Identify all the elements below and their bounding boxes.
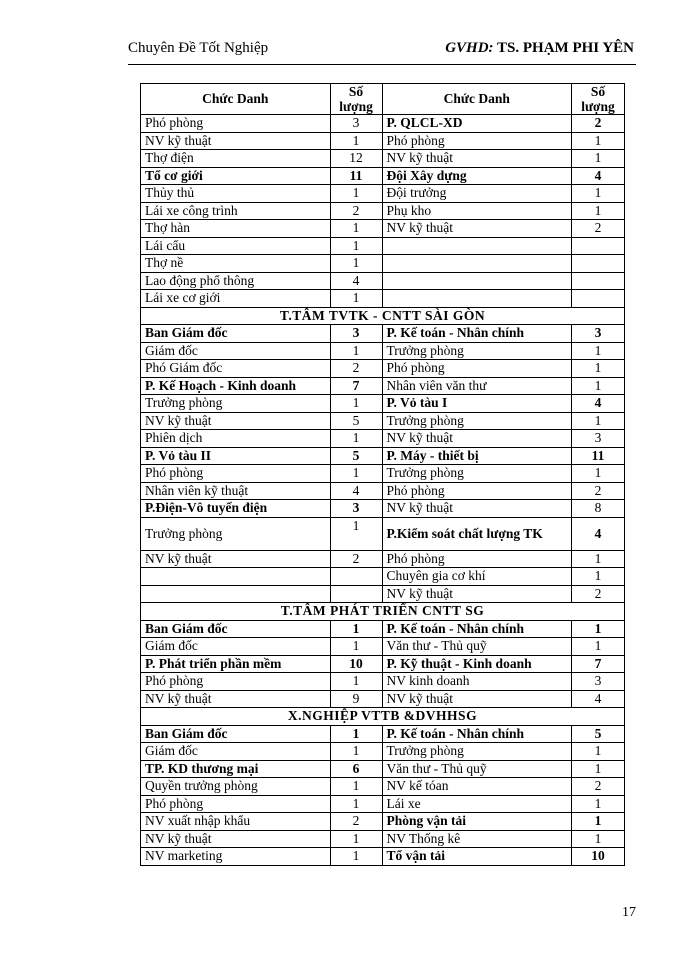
position-cell xyxy=(382,290,571,308)
position-cell: Phiên dịch xyxy=(141,430,331,448)
count-cell: 5 xyxy=(330,412,382,430)
count-cell: 2 xyxy=(330,813,382,831)
position-cell: Ban Giám đốc xyxy=(141,725,331,743)
count-cell xyxy=(330,568,382,586)
position-cell: Phó phòng xyxy=(382,482,571,500)
count-cell: 1 xyxy=(572,377,625,395)
count-cell: 12 xyxy=(330,150,382,168)
count-cell: 1 xyxy=(330,830,382,848)
position-cell xyxy=(141,585,331,603)
position-cell: Văn thư - Thủ quỹ xyxy=(382,760,571,778)
count-cell: 1 xyxy=(572,830,625,848)
position-cell: P. Vỏ tàu II xyxy=(141,447,331,465)
position-cell: Chuyên gia cơ khí xyxy=(382,568,571,586)
count-cell: 4 xyxy=(572,690,625,708)
table-row xyxy=(141,778,625,796)
position-cell: Phó phòng xyxy=(141,115,331,133)
position-cell xyxy=(382,272,571,290)
count-cell: 1 xyxy=(330,255,382,273)
table-row xyxy=(141,482,625,500)
position-cell: P.Điện-Vô tuyến điện xyxy=(141,500,331,518)
table-row xyxy=(141,795,625,813)
position-cell: Phó phòng xyxy=(382,132,571,150)
table-row xyxy=(141,568,625,586)
count-cell: 1 xyxy=(330,638,382,656)
count-cell: 1 xyxy=(572,760,625,778)
position-cell: Phòng vận tải xyxy=(382,813,571,831)
count-cell: 2 xyxy=(330,202,382,220)
position-cell: Phó phòng xyxy=(141,465,331,483)
count-cell: 3 xyxy=(330,325,382,343)
count-cell: 1 xyxy=(572,412,625,430)
table-row xyxy=(141,412,625,430)
count-cell xyxy=(572,272,625,290)
position-cell: NV kỹ thuật xyxy=(141,830,331,848)
position-cell: NV kinh doanh xyxy=(382,673,571,691)
position-cell: Nhân viên văn thư xyxy=(382,377,571,395)
count-cell: 4 xyxy=(572,517,625,550)
table-row xyxy=(141,132,625,150)
position-cell: NV kỹ thuật xyxy=(141,690,331,708)
count-cell: 4 xyxy=(330,272,382,290)
position-cell: NV Thống kê xyxy=(382,830,571,848)
position-cell: Quyền trưởng phòng xyxy=(141,778,331,796)
count-cell: 1 xyxy=(330,395,382,413)
position-cell: Giám đốc xyxy=(141,743,331,761)
count-cell: 11 xyxy=(330,167,382,185)
table-row xyxy=(141,638,625,656)
table-row xyxy=(141,115,625,133)
count-cell: 4 xyxy=(572,167,625,185)
count-cell: 1 xyxy=(572,132,625,150)
table-row xyxy=(141,430,625,448)
count-cell: 1 xyxy=(572,360,625,378)
position-cell: P.Kiểm soát chất lượng TK xyxy=(382,517,571,550)
count-cell: 1 xyxy=(572,185,625,203)
count-cell: 1 xyxy=(572,150,625,168)
position-cell: Giám đốc xyxy=(141,342,331,360)
count-cell: 1 xyxy=(572,638,625,656)
count-cell: 1 xyxy=(572,568,625,586)
position-cell: NV xuất nhập khẩu xyxy=(141,813,331,831)
count-cell: 5 xyxy=(572,725,625,743)
table-row xyxy=(141,377,625,395)
position-cell: Lái cẩu xyxy=(141,237,331,255)
count-cell: 1 xyxy=(330,342,382,360)
position-cell: NV kỹ thuật xyxy=(141,412,331,430)
position-cell: Phó phòng xyxy=(141,673,331,691)
count-cell: 1 xyxy=(330,132,382,150)
position-cell: Trưởng phòng xyxy=(382,412,571,430)
table-row xyxy=(141,167,625,185)
position-cell: P. QLCL-XD xyxy=(382,115,571,133)
count-cell: 2 xyxy=(572,115,625,133)
position-cell: P. Máy - thiết bị xyxy=(382,447,571,465)
table-row xyxy=(141,550,625,568)
table-row xyxy=(141,655,625,673)
count-cell: 1 xyxy=(330,237,382,255)
count-cell: 2 xyxy=(330,360,382,378)
table-row xyxy=(141,185,625,203)
position-cell: NV kỹ thuật xyxy=(382,500,571,518)
position-cell: Đội Xây dựng xyxy=(382,167,571,185)
position-cell: Văn thư - Thủ quỹ xyxy=(382,638,571,656)
table-row xyxy=(141,325,625,343)
count-cell: 3 xyxy=(572,325,625,343)
position-cell: Lái xe công trình xyxy=(141,202,331,220)
advisor-label: GVHD: xyxy=(445,40,494,56)
count-cell: 3 xyxy=(330,115,382,133)
table-row xyxy=(141,220,625,238)
position-cell: NV kỹ thuật xyxy=(382,690,571,708)
count-cell xyxy=(572,237,625,255)
section-title: T.TÂM PHÁT TRIỂN CNTT SG xyxy=(141,603,625,621)
table-row xyxy=(141,585,625,603)
position-cell: Thợ nề xyxy=(141,255,331,273)
count-cell: 2 xyxy=(572,585,625,603)
table-row xyxy=(141,620,625,638)
position-cell: Phụ kho xyxy=(382,202,571,220)
count-cell: 1 xyxy=(330,778,382,796)
table-row xyxy=(141,760,625,778)
table-row xyxy=(141,725,625,743)
table-row xyxy=(141,150,625,168)
table-row xyxy=(141,395,625,413)
count-cell: 1 xyxy=(572,550,625,568)
count-cell: 3 xyxy=(330,500,382,518)
position-cell: NV kỹ thuật xyxy=(141,550,331,568)
count-cell: 1 xyxy=(572,465,625,483)
table-row xyxy=(141,465,625,483)
count-cell: 6 xyxy=(330,760,382,778)
position-cell: P. Kế toán - Nhân chính xyxy=(382,620,571,638)
count-cell: 11 xyxy=(572,447,625,465)
count-cell: 1 xyxy=(330,465,382,483)
count-cell: 1 xyxy=(330,185,382,203)
table-row xyxy=(141,743,625,761)
position-cell: Trưởng phòng xyxy=(382,743,571,761)
position-cell: TP. KD thương mại xyxy=(141,760,331,778)
count-cell: 4 xyxy=(330,482,382,500)
position-cell: Thủy thủ xyxy=(141,185,331,203)
count-cell: 3 xyxy=(572,673,625,691)
count-cell: 1 xyxy=(330,220,382,238)
section-row xyxy=(141,708,625,726)
position-cell: Phó Giám đốc xyxy=(141,360,331,378)
position-cell: Trưởng phòng xyxy=(141,395,331,413)
count-cell: 2 xyxy=(572,220,625,238)
header-title: Chuyên Đề Tốt Nghiệp xyxy=(128,40,269,56)
table-row xyxy=(141,255,625,273)
position-cell: NV kỹ thuật xyxy=(141,132,331,150)
position-cell: Phó phòng xyxy=(382,360,571,378)
position-cell: NV kỹ thuật xyxy=(382,150,571,168)
position-cell: Ban Giám đốc xyxy=(141,620,331,638)
position-cell: NV kỹ thuật xyxy=(382,220,571,238)
position-cell: Thợ điện xyxy=(141,150,331,168)
section-title: X.NGHIỆP VTTB &DVHHSG xyxy=(141,708,625,726)
position-cell: Trưởng phòng xyxy=(382,465,571,483)
count-cell: 8 xyxy=(572,500,625,518)
table-row xyxy=(141,500,625,518)
count-cell: 2 xyxy=(572,482,625,500)
count-cell: 1 xyxy=(572,620,625,638)
count-cell: 2 xyxy=(572,778,625,796)
position-cell xyxy=(382,237,571,255)
count-cell: 10 xyxy=(330,655,382,673)
position-cell: Giám đốc xyxy=(141,638,331,656)
count-cell: 7 xyxy=(330,377,382,395)
table-row xyxy=(141,272,625,290)
table-header-row xyxy=(141,84,625,115)
table-row xyxy=(141,202,625,220)
table-row xyxy=(141,360,625,378)
position-cell: Tổ vận tải xyxy=(382,848,571,866)
position-cell: NV kỹ thuật xyxy=(382,585,571,603)
advisor-name: TS. PHẠM PHI YÊN xyxy=(497,40,634,56)
count-cell: 1 xyxy=(330,743,382,761)
position-cell xyxy=(382,255,571,273)
count-cell: 9 xyxy=(330,690,382,708)
count-cell: 1 xyxy=(330,795,382,813)
position-cell: Tổ cơ giới xyxy=(141,167,331,185)
table-row xyxy=(141,813,625,831)
table-row xyxy=(141,848,625,866)
count-cell: 1 xyxy=(330,848,382,866)
position-cell: P. Kế toán - Nhân chính xyxy=(382,325,571,343)
count-cell: 1 xyxy=(330,517,382,550)
count-cell: 1 xyxy=(572,795,625,813)
count-cell: 1 xyxy=(330,725,382,743)
position-cell: Trưởng phòng xyxy=(382,342,571,360)
table-row xyxy=(141,342,625,360)
count-cell: 1 xyxy=(330,290,382,308)
position-cell: Nhân viên kỹ thuật xyxy=(141,482,331,500)
page-number: 17 xyxy=(622,905,636,920)
staff-table-body xyxy=(141,84,625,866)
position-cell: Trưởng phòng xyxy=(141,517,331,550)
section-row xyxy=(141,603,625,621)
position-cell: Đội trưởng xyxy=(382,185,571,203)
section-title: T.TÂM TVTK - CNTT SÀI GÒN xyxy=(141,307,625,325)
position-cell: NV marketing xyxy=(141,848,331,866)
table-row xyxy=(141,830,625,848)
position-cell: Phó phòng xyxy=(382,550,571,568)
count-cell: 3 xyxy=(572,430,625,448)
position-cell: P. Phát triển phần mềm xyxy=(141,655,331,673)
count-cell xyxy=(572,290,625,308)
header-advisor xyxy=(445,40,634,57)
table-row xyxy=(141,237,625,255)
count-cell: 4 xyxy=(572,395,625,413)
count-cell: 1 xyxy=(330,430,382,448)
header-position-2: Chức Danh xyxy=(382,84,571,115)
count-cell: 10 xyxy=(572,848,625,866)
count-cell xyxy=(572,255,625,273)
count-cell: 5 xyxy=(330,447,382,465)
position-cell: P. Kỹ thuật - Kinh doanh xyxy=(382,655,571,673)
position-cell: P. Vỏ tàu I xyxy=(382,395,571,413)
table-row xyxy=(141,690,625,708)
position-cell: Lao động phổ thông xyxy=(141,272,331,290)
count-cell xyxy=(330,585,382,603)
position-cell xyxy=(141,568,331,586)
position-cell: NV kỹ thuật xyxy=(382,430,571,448)
count-cell: 1 xyxy=(572,342,625,360)
position-cell: P. Kế toán - Nhân chính xyxy=(382,725,571,743)
count-cell: 7 xyxy=(572,655,625,673)
section-row xyxy=(141,307,625,325)
position-cell: NV kế tóan xyxy=(382,778,571,796)
count-cell: 1 xyxy=(330,673,382,691)
table-row xyxy=(141,447,625,465)
header-count-2: Số lượng xyxy=(572,84,625,115)
position-cell: P. Kế Hoạch - Kinh doanh xyxy=(141,377,331,395)
position-cell: Lái xe cơ giới xyxy=(141,290,331,308)
table-row xyxy=(141,673,625,691)
count-cell: 1 xyxy=(572,813,625,831)
position-cell: Phó phòng xyxy=(141,795,331,813)
position-cell: Lái xe xyxy=(382,795,571,813)
header-rule xyxy=(128,64,636,65)
table-row xyxy=(141,290,625,308)
position-cell: Ban Giám đốc xyxy=(141,325,331,343)
position-cell: Thợ hàn xyxy=(141,220,331,238)
count-cell: 1 xyxy=(572,743,625,761)
count-cell: 1 xyxy=(330,620,382,638)
staff-table xyxy=(140,83,625,866)
header-position-1: Chức Danh xyxy=(141,84,331,115)
count-cell: 1 xyxy=(572,202,625,220)
count-cell: 2 xyxy=(330,550,382,568)
table-row xyxy=(141,517,625,550)
header-count-1: Số lượng xyxy=(330,84,382,115)
